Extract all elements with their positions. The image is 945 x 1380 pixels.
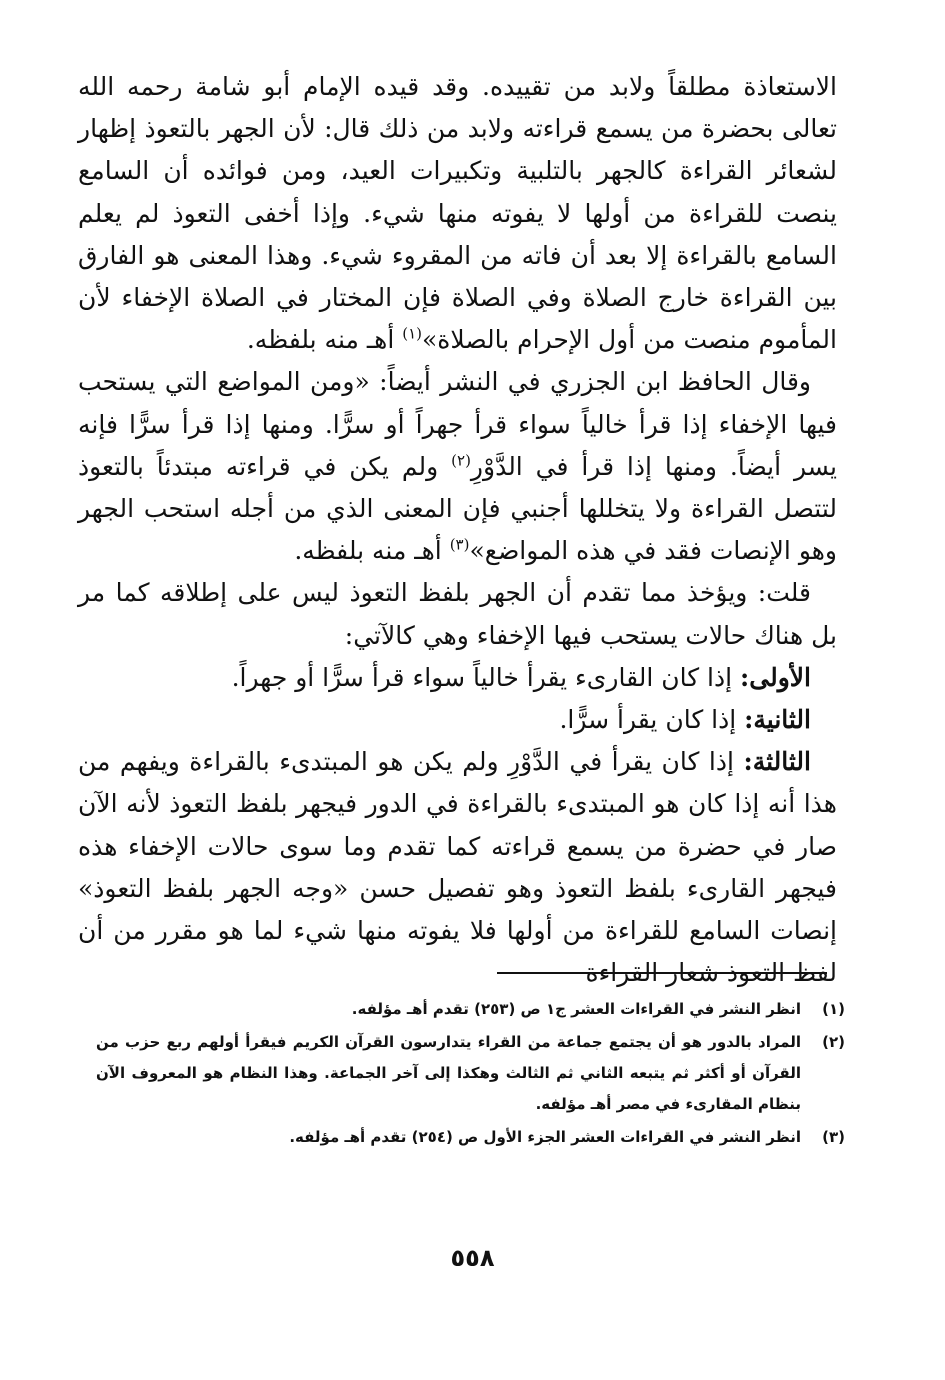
paragraph-2-text-b: ولم يكن في قراءته مبتدئاً بالتعوذ لتتصل القراءة ولا يتخللها أجنبي فإن المعنى الذي من أجله استحب الجهر وهو الإنصات فقد في هذه المواضع» [78,451,837,566]
footnote-2 [96,1027,845,1120]
case-third-text: إذا كان يقرأ في الدَّوْرِ ولم يكن هو المبتدىء بالقراءة ويفهم من هذا أنه إذا كان هو المبتدىء بالقراءة في الدور فيجهر بلفظ التعوذ لأنه الآن صار في حضرة من يسمع قراءته كما تقدم وما سوى حالات الإخفاء هذه فيجهر القارىء بلفظ التعوذ وهو تفصيل حسن «وجه الجهر بلفظ التعوذ» إنصات السامع للقراءة من أولها فلا يفوته منها شيء لما هو مقرر من أن لفظ التعوذ شعار القراءة [78,747,837,988]
case-second [78,699,837,741]
case-first-label: الأولى: [740,662,811,692]
page-number: ٥٥٨ [450,1244,495,1272]
case-second-text: إذا كان يقرأ سرًّا. [559,705,745,735]
paragraph-1 [78,66,837,361]
paragraph-2-tail: أهـ منه بلفظه. [294,536,450,566]
footnote-1 [96,994,845,1025]
footnote-1-text: انظر النشر في القراءات العشر ج١ ص (٢٥٣) تقدم أهـ مؤلفه. [351,1000,801,1018]
case-first [78,657,837,699]
case-third-label: الثالثة: [743,747,811,777]
footnote-2-text: المراد بالدور هو أن يجتمع جماعة من القراء يتدارسون القرآن الكريم فيقرأ أولهم ربع حزب من القرآن أو أكثر ثم يتبعه الثاني ثم الثالث وهكذا إلى آخر الجماعة. وهذا النظام هو المعروف الآن بنظام المقارىء في مصر أهـ مؤلفه. [96,1033,801,1113]
paragraph-3 [78,572,837,656]
footnotes [96,994,845,1155]
footnote-divider [497,972,827,974]
case-second-label: الثانية: [744,705,811,735]
footnote-2-number: (٢) [822,1033,845,1051]
main-text [78,66,837,994]
case-first-text: إذا كان القارىء يقرأ خالياً سواء قرأ سرًّا أو جهراً. [231,662,741,692]
paragraph-2 [78,361,837,572]
footnote-ref-3[interactable]: (٣) [449,535,470,554]
footnote-1-number: (١) [822,1000,845,1018]
footnote-3-text: انظر النشر في القراءات العشر الجزء الأول ص (٢٥٤) تقدم أهـ مؤلفه. [289,1128,801,1146]
footnote-ref-2[interactable]: (٢) [451,451,471,470]
paragraph-1-tail: أهـ منه بلفظه. [246,325,403,355]
paragraph-2-text-a: وقال الحافظ ابن الجزري في النشر أيضاً: «ومن المواضع التي يستحب فيها الإخفاء إذا قرأ خالياً سواء قرأ جهراً أو سرًّا. ومنها إذا قرأ سرًّا فإنه يسر أيضاً. ومنها إذا قرأ في الدَّوْرِ [78,367,837,481]
footnote-3 [96,1122,845,1153]
paragraph-1-text: الاستعاذة مطلقاً ولابد من تقييده. وقد قيده الإمام أبو شامة رحمه الله تعالى بحضرة من يسمع قراءته ولابد من ذلك قال: لأن الجهر بالتعوذ إظهار لشعائر القراءة كالجهر بالتلبية وتكبيرات العيد، ومن فوائده أن السامع ينصت للقراءة من أولها لا يفوته منها شيء. وإذا أخفى التعوذ لم يعلم السامع بالقراءة إلا بعد أن فاته من المقروء شيء. وهذا المعنى هو الفارق بين القراءة خارج الصلاة وفي الصلاة فإن المختار في الصلاة الإخفاء لأن المأموم منصت من أول الإحرام بالصلاة» [78,72,837,355]
paragraph-3-text: قلت: ويؤخذ مما تقدم أن الجهر بلفظ التعوذ ليس على إطلاقه كما مر بل هناك حالات يستحب فيها الإخفاء وهي كالآتي: [78,578,837,650]
footnote-ref-1[interactable]: (١) [402,324,423,343]
case-third [78,741,837,994]
footnote-3-number: (٣) [822,1128,845,1146]
